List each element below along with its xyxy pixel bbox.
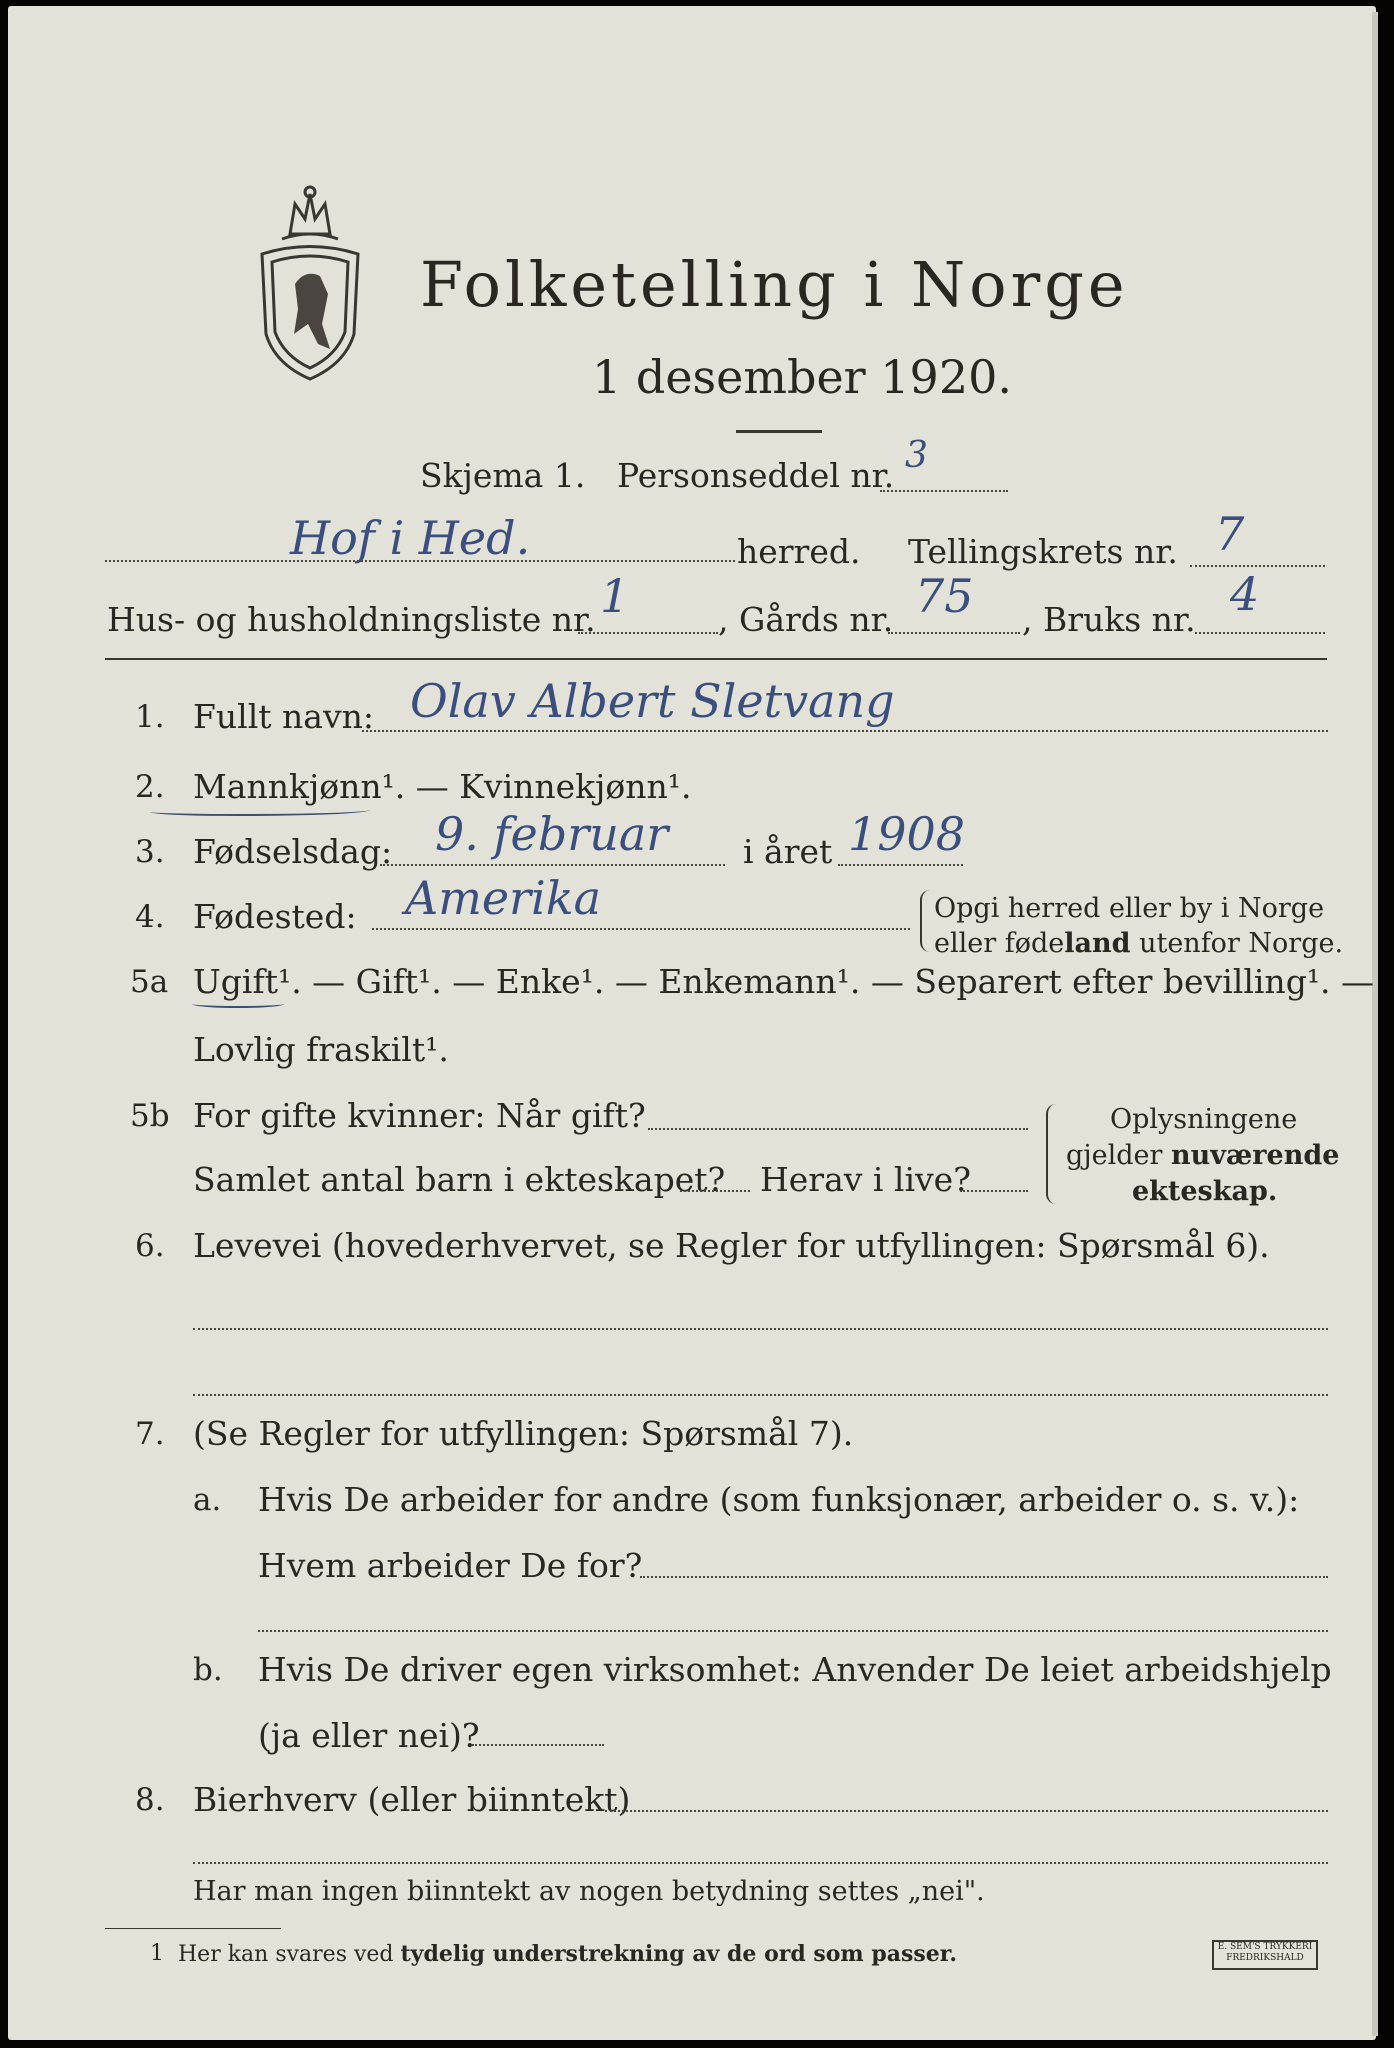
employer-field[interactable] xyxy=(640,1576,1328,1578)
q6-label: Levevei (hovederhvervet, se Regler for utfyllingen: Spørsmål 6). xyxy=(193,1226,1270,1265)
q1-label: Fullt navn: xyxy=(193,697,374,736)
full-name-field[interactable] xyxy=(362,730,1328,732)
bruks-field[interactable] xyxy=(1195,632,1325,634)
page-title: Folketelling i Norge xyxy=(420,248,1129,321)
birth-year-field[interactable] xyxy=(838,864,963,866)
q7-number: 7. xyxy=(135,1416,165,1452)
marital-underline-mark xyxy=(192,1000,284,1008)
birthdate-value[interactable]: 9. februar xyxy=(435,807,669,861)
q5b-note-line3: ekteskap. xyxy=(1132,1176,1278,1207)
gards-field[interactable] xyxy=(888,632,1020,634)
marital-status-options-line2: Lovlig fraskilt¹. xyxy=(193,1030,449,1069)
q7b-line1: Hvis De driver egen virksomhet: Anvender De leiet arbeidshjelp xyxy=(258,1650,1332,1689)
q1-number: 1. xyxy=(135,699,165,735)
q7a-line2: Hvem arbeider De for? xyxy=(258,1546,643,1585)
hus-label: Hus- og husholdningsliste nr. xyxy=(107,600,596,639)
q4-number: 4. xyxy=(135,899,165,935)
birth-year-value[interactable]: 1908 xyxy=(848,807,966,861)
tellingskrets-value[interactable]: 7 xyxy=(1215,507,1245,561)
hus-value[interactable]: 1 xyxy=(600,569,630,623)
q8-label: Bierhverv (eller biinntekt) xyxy=(193,1780,631,1819)
bruks-value[interactable]: 4 xyxy=(1230,567,1260,621)
employer-field-2[interactable] xyxy=(258,1630,1328,1632)
footnote-mark: 1 xyxy=(150,1941,164,1966)
side-income-field[interactable] xyxy=(605,1810,1328,1812)
q7a-line1: Hvis De arbeider for andre (som funksjonær, arbeider o. s. v.): xyxy=(258,1480,1300,1519)
q7b-letter: b. xyxy=(193,1652,223,1688)
q5b-alive-label: Herav i live? xyxy=(760,1160,971,1199)
gards-label: , Gårds nr. xyxy=(718,600,894,639)
side-income-field-2[interactable] xyxy=(193,1862,1328,1864)
q7b-line2: (ja eller nei)? xyxy=(258,1716,480,1755)
q5b-children-label: Samlet antal barn i ekteskapet? xyxy=(193,1160,726,1199)
coat-of-arms-icon xyxy=(250,184,370,384)
printer-mark: E. SEM'S TRYKKERI FREDRIKSHALD xyxy=(1212,1940,1318,1970)
birthplace-field[interactable] xyxy=(372,928,910,930)
q3-label: Fødselsdag: xyxy=(193,832,393,871)
birthplace-value[interactable]: Amerika xyxy=(405,871,602,925)
q4-label: Fødested: xyxy=(193,897,357,936)
q2-label: Mannkjønn¹. — Kvinnekjønn¹. xyxy=(193,767,692,806)
occupation-field-1[interactable] xyxy=(193,1328,1328,1330)
children-count-field[interactable] xyxy=(680,1190,750,1192)
q5b-note-brace xyxy=(1046,1104,1058,1204)
q5b-line1: For gifte kvinner: Når gift? xyxy=(193,1096,646,1135)
census-date: 1 desember 1920. xyxy=(592,350,1012,404)
q2-number: 2. xyxy=(135,769,165,805)
bruks-label: , Bruks nr. xyxy=(1022,600,1196,639)
gards-value[interactable]: 75 xyxy=(915,569,974,623)
page-edge xyxy=(1372,12,1378,2036)
herred-label: herred. xyxy=(737,532,861,571)
q7a-letter: a. xyxy=(193,1482,222,1518)
footnote-rule xyxy=(105,1928,281,1929)
full-name-value[interactable]: Olav Albert Sletvang xyxy=(410,674,895,728)
title-divider xyxy=(736,430,822,433)
footnote-text: Her kan svares ved tydelig understrekning av de ord som passer. xyxy=(178,1941,958,1967)
q5b-note-line1: Oplysningene xyxy=(1110,1104,1298,1135)
marital-status-options: Ugift¹. — Gift¹. — Enke¹. — Enkemann¹. — Separert efter bevilling¹. — xyxy=(193,962,1375,1001)
personseddel-field[interactable] xyxy=(880,490,1008,492)
married-when-field[interactable] xyxy=(648,1128,1028,1130)
q5b-note-line2: gjelder nuværende xyxy=(1066,1140,1340,1171)
children-alive-field[interactable] xyxy=(960,1190,1028,1192)
q5b-number: 5b xyxy=(130,1098,170,1134)
birthplace-note-line1: Opgi herred eller by i Norge xyxy=(934,893,1325,924)
q3-number: 3. xyxy=(135,834,165,870)
skjema-label: Skjema 1. xyxy=(420,456,586,495)
birthplace-note-line2: eller fødeland utenfor Norge. xyxy=(934,928,1344,959)
hus-field[interactable] xyxy=(578,632,718,634)
year-label: i året xyxy=(743,832,833,871)
personseddel-value[interactable]: 3 xyxy=(905,435,928,476)
personseddel-label: Personseddel nr. xyxy=(617,456,895,495)
no-income-note: Har man ingen biinntekt av nogen betydning settes „nei". xyxy=(193,1876,985,1907)
q8-number: 8. xyxy=(135,1782,165,1818)
birthdate-field[interactable] xyxy=(380,864,725,866)
hired-help-field[interactable] xyxy=(472,1744,604,1746)
q7-label: (Se Regler for utfyllingen: Spørsmål 7). xyxy=(193,1414,854,1453)
header-rule xyxy=(105,658,1327,660)
q6-number: 6. xyxy=(135,1228,165,1264)
herred-field[interactable] xyxy=(105,560,735,562)
tellingskrets-label: Tellingskrets nr. xyxy=(908,532,1178,571)
birthplace-note-brace xyxy=(920,890,930,952)
herred-value[interactable]: Hof i Hed. xyxy=(290,511,531,565)
occupation-field-2[interactable] xyxy=(193,1394,1328,1396)
q5a-number: 5a xyxy=(130,964,169,1000)
